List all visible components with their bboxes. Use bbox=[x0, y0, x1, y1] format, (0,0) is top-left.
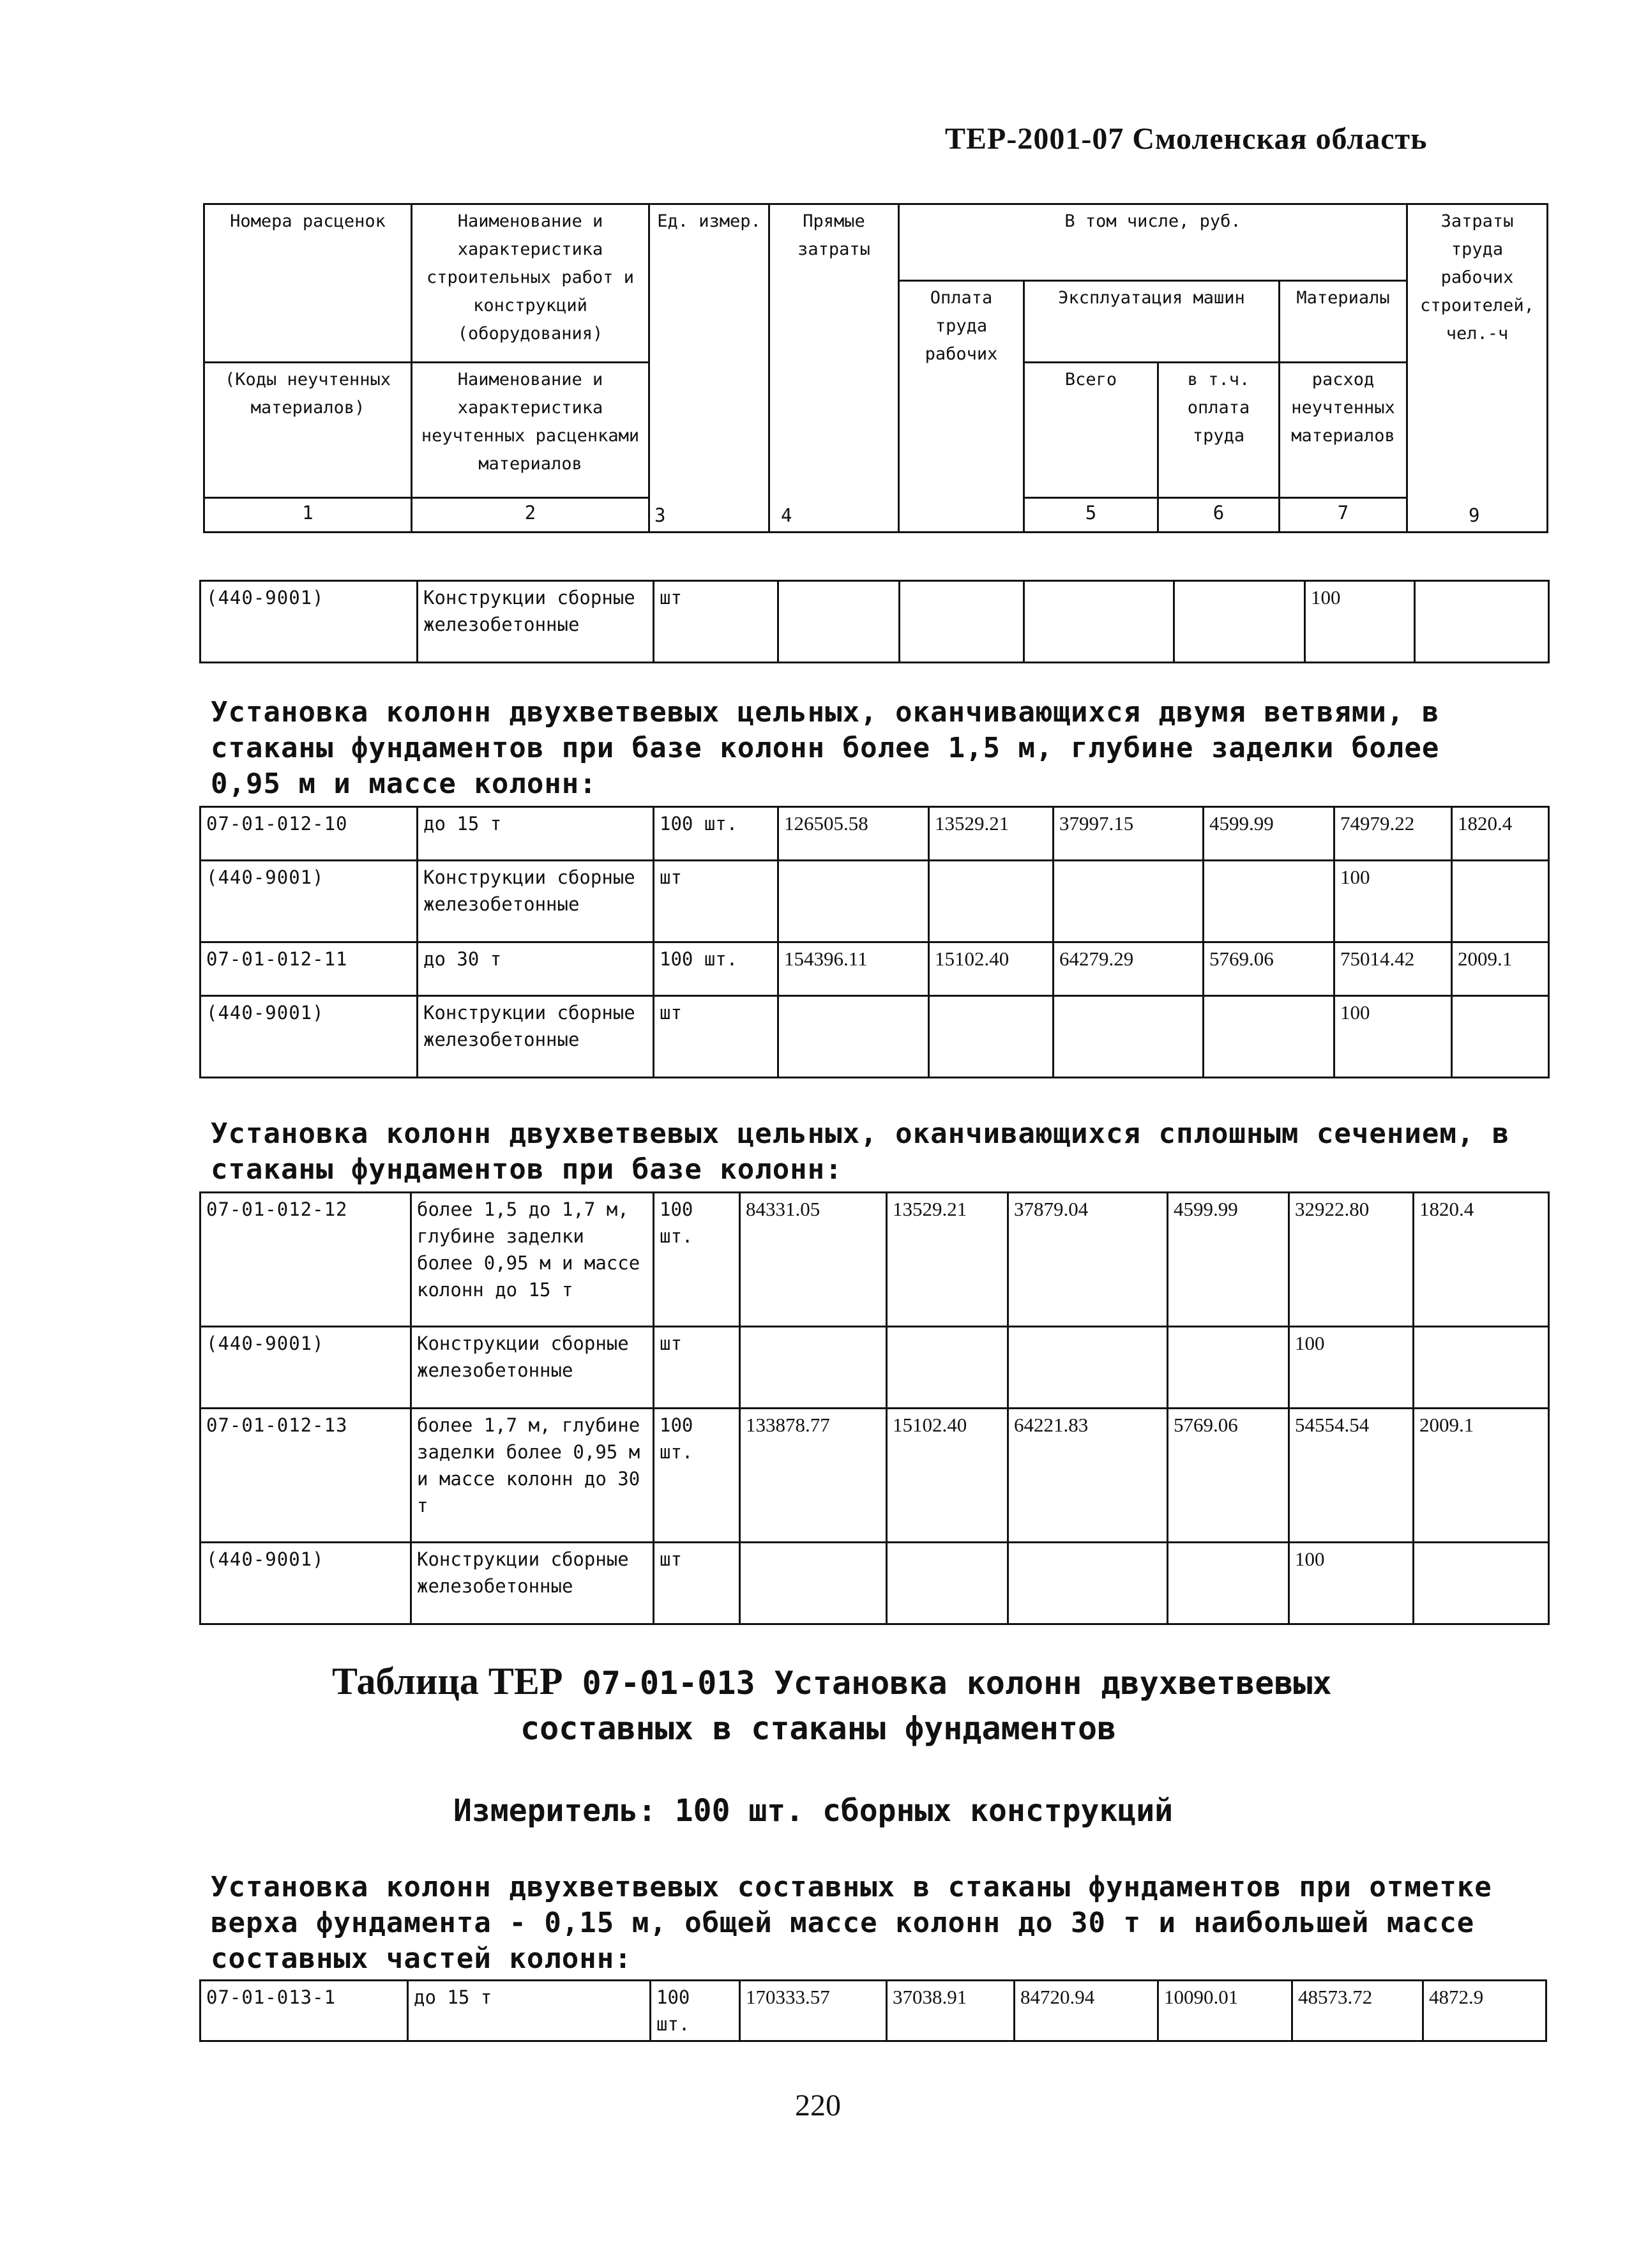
machine-cost: 37879.04 bbox=[1008, 1193, 1168, 1327]
material-cost: 100 bbox=[1334, 861, 1452, 942]
document-header-title: ТЕР-2001-07 Смоленская область bbox=[945, 122, 1428, 156]
table-title-prefix: Таблица ТЕР bbox=[332, 1660, 563, 1702]
wage-cost bbox=[900, 581, 1024, 663]
unaccounted-materials-header: расход неучтенных материалов bbox=[1280, 363, 1407, 498]
machine-cost: 84720.94 bbox=[1015, 1981, 1158, 2041]
rate-name: Конструкции сборные железобетонные bbox=[411, 1543, 654, 1624]
rate-code: (440-9001) bbox=[200, 861, 418, 942]
labor-hours bbox=[1452, 861, 1549, 942]
wage-cost: 15102.40 bbox=[929, 942, 1054, 996]
machine-wage-header: в т.ч. оплата труда bbox=[1158, 363, 1280, 498]
col2-bottom-header: Наименование и характеристика неучтенных расценками материалов bbox=[412, 363, 649, 498]
machine-wage-cost bbox=[1168, 1327, 1289, 1409]
labor-hours bbox=[1414, 1543, 1549, 1624]
labor-hours: 1820.4 bbox=[1452, 807, 1549, 861]
machine-cost: 37997.15 bbox=[1054, 807, 1204, 861]
machine-cost bbox=[1008, 1327, 1168, 1409]
rates-table-block-2 bbox=[199, 1191, 1550, 1625]
direct-cost bbox=[778, 581, 900, 663]
machine-wage-cost: 4599.99 bbox=[1168, 1193, 1289, 1327]
wage-cost: 13529.21 bbox=[929, 807, 1054, 861]
rate-unit: шт bbox=[654, 581, 778, 663]
wage-cost bbox=[887, 1543, 1008, 1624]
machine-wage-cost: 5769.06 bbox=[1168, 1409, 1289, 1543]
rate-unit: 100 шт. bbox=[651, 1981, 740, 2041]
wage-cost bbox=[929, 861, 1054, 942]
page-number: 220 bbox=[795, 2089, 841, 2122]
table-title bbox=[332, 1659, 1545, 1705]
rate-name: Конструкции сборные железобетонные bbox=[411, 1327, 654, 1409]
material-cost: 54554.54 bbox=[1289, 1409, 1414, 1543]
machine-wage-cost: 10090.01 bbox=[1158, 1981, 1292, 2041]
section-heading-3: Установка колонн двухветвевых составных в стаканы фундаментов при отметке верха фундамента - 0,15 м, общей массе колонн до 30 т и наибольшей массе составных частей колонн: bbox=[211, 1871, 1492, 1975]
labor-hours: 1820.4 bbox=[1414, 1193, 1549, 1327]
col1-bottom-header: (Коды неучтенных материалов) bbox=[204, 363, 412, 498]
machine-wage-cost bbox=[1204, 861, 1334, 942]
unit-header: Ед. измер. bbox=[649, 204, 769, 533]
material-cost: 75014.42 bbox=[1334, 942, 1452, 996]
material-cost: 48573.72 bbox=[1292, 1981, 1423, 2041]
labor-hours bbox=[1415, 581, 1549, 663]
machine-wage-cost: 4599.99 bbox=[1204, 807, 1334, 861]
col-num-1: 1 bbox=[204, 498, 412, 533]
col-num-4: 4 bbox=[781, 504, 792, 526]
labor-hours bbox=[1452, 996, 1549, 1078]
machine-wage-cost bbox=[1204, 996, 1334, 1078]
rate-unit: шт bbox=[654, 1327, 740, 1409]
machine-wage-cost bbox=[1168, 1543, 1289, 1624]
direct-cost: 154396.11 bbox=[778, 942, 929, 996]
rate-name: Конструкции сборные железобетонные bbox=[418, 581, 654, 663]
table-row bbox=[200, 807, 1549, 861]
including-header: В том числе, руб. bbox=[899, 204, 1407, 281]
rate-unit: 100 шт. bbox=[654, 942, 778, 996]
rates-table-block-0 bbox=[199, 580, 1550, 663]
rate-name: до 15 т bbox=[408, 1981, 651, 2041]
wage-cost bbox=[929, 996, 1054, 1078]
machine-cost bbox=[1008, 1543, 1168, 1624]
rate-unit: шт bbox=[654, 1543, 740, 1624]
rates-table-block-3 bbox=[199, 1979, 1547, 2042]
table-row bbox=[200, 942, 1549, 996]
rate-code: (440-9001) bbox=[200, 1543, 411, 1624]
labor-hours bbox=[1414, 1327, 1549, 1409]
direct-cost bbox=[778, 996, 929, 1078]
rate-code: (440-9001) bbox=[200, 996, 418, 1078]
machine-cost: 64221.83 bbox=[1008, 1409, 1168, 1543]
rate-name: более 1,5 до 1,7 м, глубине заделки более 0,95 м и массе колонн до 15 т bbox=[411, 1193, 654, 1327]
direct-cost: 133878.77 bbox=[740, 1409, 887, 1543]
table-row bbox=[200, 1981, 1546, 2041]
material-cost: 100 bbox=[1305, 581, 1415, 663]
col2-top-header: Наименование и характеристика строительных работ и конструкций (оборудования) bbox=[412, 204, 649, 363]
wage-cost: 15102.40 bbox=[887, 1409, 1008, 1543]
rate-name: до 15 т bbox=[418, 807, 654, 861]
rate-code: 07-01-012-11 bbox=[200, 942, 418, 996]
direct-cost: 126505.58 bbox=[778, 807, 929, 861]
machine-exploit-header: Эксплуатация машин bbox=[1024, 281, 1280, 363]
table-row bbox=[200, 1327, 1549, 1409]
rates-table-header bbox=[203, 203, 1548, 533]
material-cost: 32922.80 bbox=[1289, 1193, 1414, 1327]
table-row bbox=[200, 996, 1549, 1078]
machine-wage-cost: 5769.06 bbox=[1204, 942, 1334, 996]
material-cost: 100 bbox=[1289, 1543, 1414, 1624]
col-num-5: 5 bbox=[1024, 498, 1158, 533]
rate-name: Конструкции сборные железобетонные bbox=[418, 861, 654, 942]
rate-name: Конструкции сборные железобетонные bbox=[418, 996, 654, 1078]
labor-hours: 4872.9 bbox=[1423, 1981, 1546, 2041]
direct-cost bbox=[740, 1327, 887, 1409]
rate-unit: 100 шт. bbox=[654, 1193, 740, 1327]
table-row bbox=[200, 861, 1549, 942]
col-num-6: 6 bbox=[1158, 498, 1280, 533]
rate-code: 07-01-012-10 bbox=[200, 807, 418, 861]
direct-cost-header: Прямые затраты bbox=[769, 204, 899, 533]
table-title-line2: составных в стаканы фундаментов bbox=[520, 1710, 1117, 1747]
labor-cost-header: Затраты труда рабочих строителей, чел.-ч bbox=[1407, 204, 1548, 533]
labor-hours: 2009.1 bbox=[1414, 1409, 1549, 1543]
table-row bbox=[200, 1193, 1549, 1327]
wage-cost bbox=[887, 1327, 1008, 1409]
col-num-9: 9 bbox=[1469, 504, 1480, 526]
machine-cost bbox=[1054, 996, 1204, 1078]
labor-hours: 2009.1 bbox=[1452, 942, 1549, 996]
meter-label: Измеритель: 100 шт. сборных конструкций bbox=[453, 1793, 1174, 1829]
material-cost: 74979.22 bbox=[1334, 807, 1452, 861]
rate-code: 07-01-012-12 bbox=[200, 1193, 411, 1327]
rate-code: (440-9001) bbox=[200, 1327, 411, 1409]
rate-name: до 30 т bbox=[418, 942, 654, 996]
table-row bbox=[200, 1409, 1549, 1543]
direct-cost bbox=[740, 1543, 887, 1624]
wage-cost: 13529.21 bbox=[887, 1193, 1008, 1327]
rate-name: более 1,7 м, глубине заделки более 0,95 м и массе колонн до 30 т bbox=[411, 1409, 654, 1543]
machine-cost: 64279.29 bbox=[1054, 942, 1204, 996]
table-title-line1: 07-01-013 Установка колонн двухветвевых bbox=[582, 1665, 1332, 1702]
section-heading-1: Установка колонн двухветвевых цельных, оканчивающихся двумя ветвями, в стаканы фундаментов при базе колонн более 1,5 м, глубине заделки более 0,95 м и массе колонн: bbox=[211, 696, 1440, 800]
col-num-7: 7 bbox=[1280, 498, 1407, 533]
materials-header: Материалы bbox=[1280, 281, 1407, 363]
rate-unit: шт bbox=[654, 861, 778, 942]
direct-cost: 170333.57 bbox=[740, 1981, 887, 2041]
direct-cost: 84331.05 bbox=[740, 1193, 887, 1327]
wage-header: Оплата труда рабочих bbox=[899, 281, 1024, 533]
col1-spacer bbox=[204, 281, 412, 363]
direct-cost bbox=[778, 861, 929, 942]
material-cost: 100 bbox=[1334, 996, 1452, 1078]
col-num-3: 3 bbox=[654, 504, 666, 526]
material-cost: 100 bbox=[1289, 1327, 1414, 1409]
col1-top-header: Номера расценок bbox=[204, 204, 412, 281]
table-row bbox=[200, 581, 1549, 663]
rates-table-block-1 bbox=[199, 806, 1550, 1078]
machine-cost bbox=[1054, 861, 1204, 942]
section-heading-2: Установка колонн двухветвевых цельных, оканчивающихся сплошным сечением, в стаканы фундаментов при базе колонн: bbox=[211, 1117, 1510, 1186]
rate-unit: 100 шт. bbox=[654, 1409, 740, 1543]
machine-wage-cost bbox=[1174, 581, 1305, 663]
rate-code: 07-01-013-1 bbox=[200, 1981, 408, 2041]
rate-unit: 100 шт. bbox=[654, 807, 778, 861]
machine-cost bbox=[1024, 581, 1174, 663]
rate-code: 07-01-012-13 bbox=[200, 1409, 411, 1543]
wage-cost: 37038.91 bbox=[887, 1981, 1015, 2041]
col-num-2: 2 bbox=[412, 498, 649, 533]
rate-unit: шт bbox=[654, 996, 778, 1078]
table-row bbox=[200, 1543, 1549, 1624]
rate-code: (440-9001) bbox=[200, 581, 418, 663]
machine-total-header: Всего bbox=[1024, 363, 1158, 498]
